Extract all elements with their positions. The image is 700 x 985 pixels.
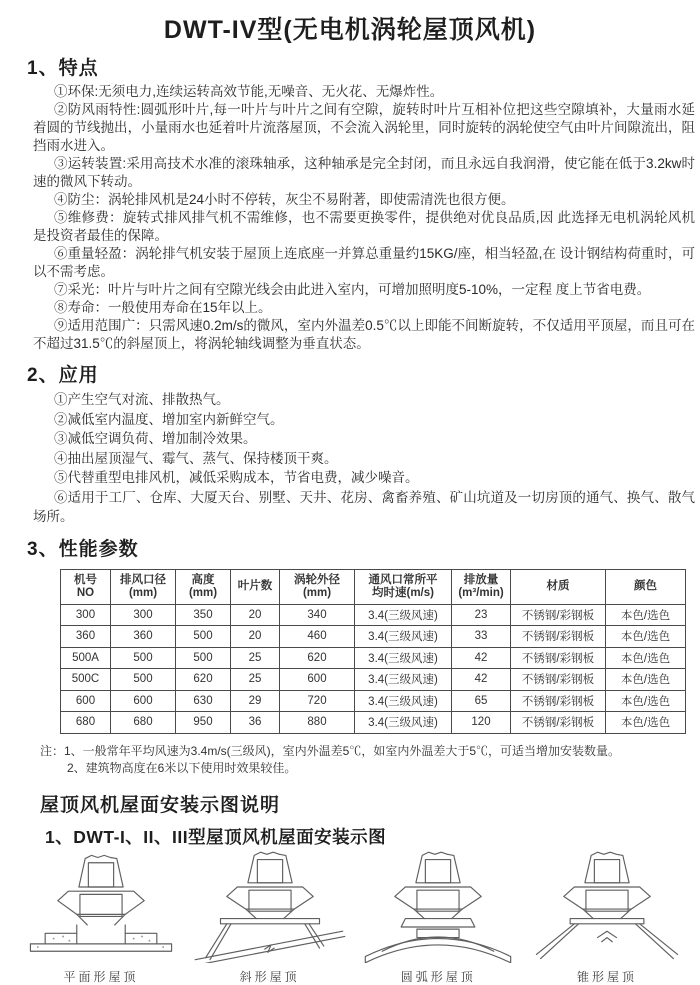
table-cell: 3.4(三级风速) bbox=[355, 669, 452, 691]
table-cell: 350 bbox=[176, 604, 231, 626]
table-row bbox=[61, 712, 686, 734]
sloped-roof-drawing-icon bbox=[191, 851, 349, 963]
table-cell: 36 bbox=[231, 712, 280, 734]
table-cell: 360 bbox=[111, 626, 176, 648]
column-header: 通风口常所平 均时速(m/s) bbox=[355, 569, 452, 604]
table-cell: 不锈钢/彩钢板 bbox=[511, 669, 606, 691]
table-row bbox=[61, 626, 686, 648]
diagram-label: 斜形屋顶 bbox=[239, 969, 300, 984]
table-cell: 720 bbox=[280, 690, 355, 712]
feature-item: ④防尘：涡轮排风机是24小时不停转，灰尘不易附著，即使需清洗也很方便。 bbox=[54, 192, 515, 207]
feature-item: ⑦采光：叶片与叶片之间有空隙光线会由此进入室内，可增加照明度5-10%，一定程 度上节省电费。 bbox=[54, 282, 651, 297]
section-performance bbox=[0, 534, 700, 777]
application-item: ②减低室内温度、增加室内新鲜空气。 bbox=[54, 411, 284, 427]
column-header: 高度 (mm) bbox=[176, 569, 231, 604]
application-item: ④抽出屋顶湿气、霉气、蒸气、保持楼顶干爽。 bbox=[54, 450, 338, 466]
application-item: ⑥适用于工厂、仓库、大厦天台、别墅、天井、花房、禽畜养殖、矿山坑道及一切房顶的通气、换气、散气场所。 bbox=[33, 489, 695, 524]
table-cell: 65 bbox=[452, 690, 511, 712]
table-cell: 42 bbox=[452, 669, 511, 691]
note-line: 2、建筑物高度在6米以下使用时效果较佳。 bbox=[67, 760, 297, 775]
table-cell: 不锈钢/彩钢板 bbox=[511, 647, 606, 669]
feature-item: ①环保:无须电力,连续运转高效节能,无噪音、无火花、无爆炸性。 bbox=[54, 84, 444, 99]
table-cell: 620 bbox=[176, 669, 231, 691]
table-cell: 630 bbox=[176, 690, 231, 712]
diagram-label: 圆弧形屋顶 bbox=[400, 969, 476, 984]
diagram-sloped-roof bbox=[191, 851, 349, 985]
table-cell: 460 bbox=[280, 626, 355, 648]
column-header: 涡轮外径 (mm) bbox=[280, 569, 355, 604]
column-header: 排放量 (m³/min) bbox=[452, 569, 511, 604]
table-cell: 不锈钢/彩钢板 bbox=[511, 690, 606, 712]
table-cell: 950 bbox=[176, 712, 231, 734]
table-cell: 不锈钢/彩钢板 bbox=[511, 712, 606, 734]
table-row bbox=[61, 669, 686, 691]
table-cell: 本色/选色 bbox=[606, 647, 686, 669]
diagram-flat-roof bbox=[22, 851, 180, 985]
table-cell: 本色/选色 bbox=[606, 669, 686, 691]
table-cell: 本色/选色 bbox=[606, 712, 686, 734]
table-row bbox=[61, 647, 686, 669]
features-heading: 1、特点 bbox=[27, 58, 99, 79]
table-cell: 620 bbox=[280, 647, 355, 669]
column-header: 排风口径 (mm) bbox=[111, 569, 176, 604]
table-cell: 500C bbox=[61, 669, 111, 691]
table-cell: 33 bbox=[452, 626, 511, 648]
feature-item: ⑨适用范围广：只需风速0.2m/s的微风，室内外温差0.5℃以上即能不间断旋转，不仅适用平顶屋，而且可在不超过31.5℃的斜屋顶上，将涡轮轴线调整为垂直状态。 bbox=[33, 318, 695, 351]
table-cell: 42 bbox=[452, 647, 511, 669]
diagram-label: 平面形屋顶 bbox=[63, 969, 139, 984]
table-cell: 600 bbox=[280, 669, 355, 691]
note-line: 注：1、一般常年平均风速为3.4m/s(三级风)，室内外温差5℃，如室内外温差大于5℃，可适当增加安装数量。 bbox=[40, 743, 621, 758]
table-cell: 25 bbox=[231, 647, 280, 669]
performance-table bbox=[60, 569, 686, 734]
section-applications bbox=[0, 360, 700, 527]
table-cell: 3.4(三级风速) bbox=[355, 626, 452, 648]
performance-heading: 3、性能参数 bbox=[27, 538, 139, 560]
table-cell: 120 bbox=[452, 712, 511, 734]
table-cell: 680 bbox=[61, 712, 111, 734]
feature-item: ③运转装置:采用高技术水准的滚珠轴承，这种轴承是完全封闭，而且永远自我润滑，使它能在低于3.2kw时速的微风下转动。 bbox=[33, 156, 695, 189]
table-cell: 3.4(三级风速) bbox=[355, 647, 452, 669]
table-row bbox=[61, 690, 686, 712]
table-notes bbox=[40, 743, 700, 777]
application-item: ③减低空调负荷、增加制冷效果。 bbox=[54, 431, 257, 446]
feature-item: ⑥重量轻盈：涡轮排气机安装于屋顶上连底座一并算总重量约15KG/座，相当轻盈,在 设计钢结构荷重时，可以不需考虑。 bbox=[33, 246, 695, 279]
table-cell: 360 bbox=[61, 626, 111, 648]
feature-item: ⑧寿命：一般使用寿命在15年以上。 bbox=[54, 300, 272, 315]
diagram-arc-roof bbox=[359, 851, 517, 985]
flat-roof-drawing-icon bbox=[22, 851, 180, 963]
diagram-label: 锥形屋顶 bbox=[576, 969, 637, 984]
table-cell: 3.4(三级风速) bbox=[355, 604, 452, 626]
table-cell: 300 bbox=[61, 604, 111, 626]
table-header-row bbox=[61, 569, 686, 604]
diagram-conical-roof bbox=[528, 851, 686, 985]
arc-roof-drawing-icon bbox=[359, 851, 517, 963]
feature-item: ⑤维修费：旋转式排风排气机不需维修，也不需要更换零件，提供绝对优良品质,因 此选择无电机涡轮风机是投资者最佳的保障。 bbox=[33, 210, 695, 243]
column-header: 机号 NO bbox=[61, 569, 111, 604]
table-cell: 340 bbox=[280, 604, 355, 626]
table-cell: 500 bbox=[176, 626, 231, 648]
application-item: ①产生空气对流、排散热气。 bbox=[54, 392, 230, 407]
table-cell: 3.4(三级风速) bbox=[355, 712, 452, 734]
table-cell: 不锈钢/彩钢板 bbox=[511, 626, 606, 648]
table-cell: 600 bbox=[111, 690, 176, 712]
applications-heading: 2、应用 bbox=[27, 365, 99, 386]
column-header: 叶片数 bbox=[231, 569, 280, 604]
table-row bbox=[61, 604, 686, 626]
page-title: DWT-IV型(无电机涡轮屋顶风机) bbox=[163, 16, 537, 44]
conical-roof-drawing-icon bbox=[528, 851, 686, 963]
application-item: ⑤代替重型电排风机，减低采购成本，节省电费，减少噪音。 bbox=[54, 470, 419, 485]
table-cell: 本色/选色 bbox=[606, 626, 686, 648]
table-cell: 3.4(三级风速) bbox=[355, 690, 452, 712]
installation-subheading: 1、DWT-I、II、III型屋顶风机屋面安装示图 bbox=[45, 826, 387, 847]
table-cell: 880 bbox=[280, 712, 355, 734]
section-installation bbox=[0, 790, 700, 985]
installation-heading: 屋顶风机屋面安装示图说明 bbox=[40, 794, 281, 816]
table-cell: 500A bbox=[61, 647, 111, 669]
table-cell: 300 bbox=[111, 604, 176, 626]
table-cell: 25 bbox=[231, 669, 280, 691]
table-cell: 不锈钢/彩钢板 bbox=[511, 604, 606, 626]
table-cell: 29 bbox=[231, 690, 280, 712]
table-cell: 20 bbox=[231, 604, 280, 626]
table-cell: 500 bbox=[111, 669, 176, 691]
table-cell: 680 bbox=[111, 712, 176, 734]
table-cell: 600 bbox=[61, 690, 111, 712]
installation-diagrams bbox=[0, 849, 700, 985]
table-cell: 本色/选色 bbox=[606, 604, 686, 626]
table-cell: 500 bbox=[111, 647, 176, 669]
column-header: 颜色 bbox=[606, 569, 686, 604]
column-header: 材质 bbox=[511, 569, 606, 604]
table-cell: 20 bbox=[231, 626, 280, 648]
feature-item: ②防风雨特性:圆弧形叶片,每一叶片与叶片之间有空隙，旋转时叶片互相补位把这些空隙填补，大量雨水延着圆的节线抛出，小量雨水也延着叶片流落屋顶，不会流入涡轮里，同时旋转的涡轮使空气由叶片间隙流出，阻挡雨水进入。 bbox=[33, 102, 695, 153]
section-features bbox=[0, 53, 700, 353]
table-cell: 23 bbox=[452, 604, 511, 626]
table-cell: 500 bbox=[176, 647, 231, 669]
table-cell: 本色/选色 bbox=[606, 690, 686, 712]
